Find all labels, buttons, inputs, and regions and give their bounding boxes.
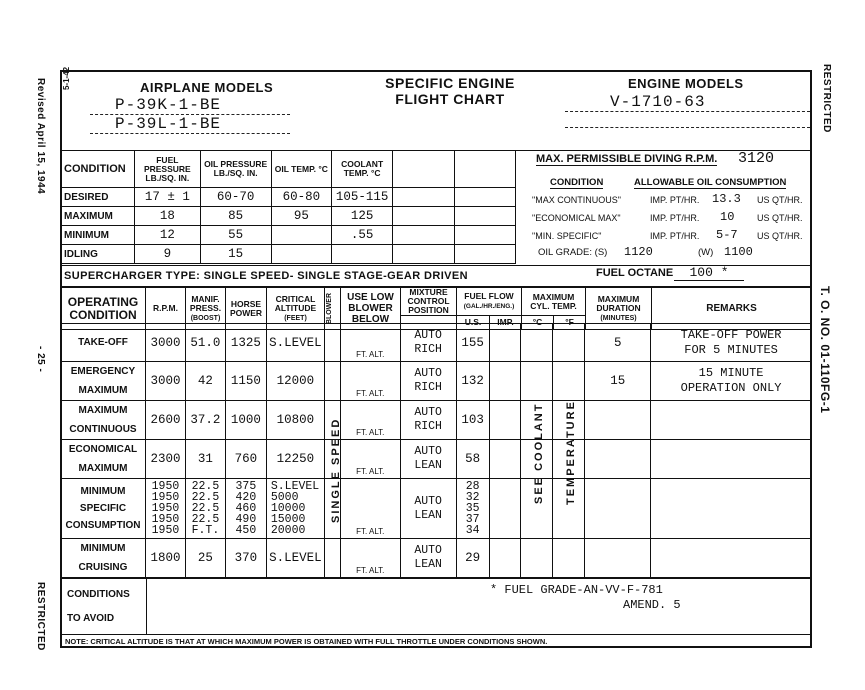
mixture-cell xyxy=(400,324,456,362)
low-blower-cell xyxy=(340,362,400,401)
mixture-cell xyxy=(400,401,456,440)
oil-row-value: 13.3 xyxy=(712,192,741,206)
rpm-cell-line: 3000 xyxy=(150,374,181,388)
temperature-label: TEMPERATURE xyxy=(565,400,577,505)
remarks-cell-line: 15 MINUTE xyxy=(698,366,764,380)
duration-cell xyxy=(585,324,651,362)
operating-condition-line: MINIMUM xyxy=(80,543,126,554)
operating-rows-table xyxy=(60,323,812,578)
airplane-model-2: P-39L-1-BE xyxy=(90,115,290,134)
rpm-cell-line: 2300 xyxy=(150,452,181,466)
critical-altitude-cell-line: 12000 xyxy=(276,374,315,388)
mixture-cell xyxy=(400,539,456,578)
revision-date: Revised April 15, 1944 xyxy=(35,78,46,195)
mixture-cell-line: LEAN xyxy=(414,558,442,571)
manifold-cell xyxy=(185,401,225,440)
cell: 12 xyxy=(134,226,200,245)
pressure-temp-table xyxy=(60,150,516,264)
engine-models-label: ENGINE MODELS xyxy=(628,76,744,91)
remarks-cell xyxy=(651,401,812,440)
col-rpm: R.P.M. xyxy=(146,288,186,330)
restricted-marking-right: RESTRICTED xyxy=(821,64,832,133)
critical-altitude-cell-line: 10000 xyxy=(270,502,306,515)
rpm-cell-line: 1950 xyxy=(151,524,180,537)
manif-sub: (BOOST) xyxy=(190,314,221,322)
chart-title-1: SPECIFIC ENGINE xyxy=(385,75,515,91)
col-condition: CONDITION xyxy=(61,151,135,188)
mixture-cell-line: RICH xyxy=(414,381,442,394)
horsepower-cell-line: 460 xyxy=(235,502,257,515)
critical-altitude-cell xyxy=(266,324,324,362)
mixture-cell-line: AUTO xyxy=(414,406,442,419)
oil-row-unit: IMP. PT/HR. xyxy=(650,231,700,241)
remarks-cell xyxy=(651,324,812,362)
duration-cell xyxy=(585,539,651,578)
horsepower-cell xyxy=(225,401,266,440)
remarks-cell xyxy=(651,479,812,539)
table-row xyxy=(61,188,516,207)
duration-label: MAXIMUM DURATION xyxy=(596,293,641,313)
col-us: U.S. xyxy=(457,316,490,330)
operating-condition-line: ECONOMICAL xyxy=(68,444,138,455)
mixture-cell xyxy=(400,479,456,539)
mixture-cell-line: AUTO xyxy=(414,367,442,380)
supercharger-row xyxy=(60,265,812,287)
mixture-cell-line: AUTO xyxy=(414,494,442,508)
manifold-cell xyxy=(185,440,225,479)
fuel-flow-us-cell-line: 28 xyxy=(465,480,480,493)
col-horse-power: HORSE POWER xyxy=(226,288,267,330)
blower-label: BLOWER xyxy=(326,292,333,325)
oil-row-label: "MAX CONTINUOUS" xyxy=(532,195,621,205)
remarks-cell-line: TAKE-OFF POWER xyxy=(680,327,782,342)
operating-condition xyxy=(61,479,146,539)
horsepower-cell-line: 450 xyxy=(235,524,257,537)
oil-row-unit: US QT/HR. xyxy=(757,231,803,241)
operating-condition-line: TAKE-OFF xyxy=(78,337,128,348)
oil-row-value: 5-7 xyxy=(716,228,738,242)
cell: 15 xyxy=(200,245,271,264)
fuel-flow-us-cell xyxy=(456,324,489,362)
horsepower-cell xyxy=(225,324,266,362)
rpm-cell xyxy=(145,362,185,401)
rpm-cell-line: 1950 xyxy=(151,480,180,493)
low-blower-cell xyxy=(340,401,400,440)
cell: 85 xyxy=(200,207,271,226)
oil-row-economical-max xyxy=(532,210,812,224)
fuel-flow-us-cell xyxy=(456,362,489,401)
critical-altitude-cell xyxy=(266,362,324,401)
low-blower-cell-line: FT. ALT. xyxy=(356,428,385,437)
mixture-cell xyxy=(400,440,456,479)
fuel-flow-us-cell-line: 37 xyxy=(465,513,480,526)
rpm-cell-line: 1800 xyxy=(150,551,181,565)
blower-cell xyxy=(324,324,340,362)
cell: 17 ± 1 xyxy=(134,188,200,207)
engine-model: V-1710-63 xyxy=(565,93,810,112)
manifold-cell-line: 42 xyxy=(197,374,213,388)
horsepower-cell-line: 420 xyxy=(235,491,257,504)
rpm-cell xyxy=(145,324,185,362)
fuel-flow-imp-cell xyxy=(489,324,521,362)
col-fuel-pressure: FUEL PRESSURE LB./SQ. IN. xyxy=(134,151,200,188)
rpm-cell xyxy=(145,539,185,578)
oil-row-unit: IMP. PT/HR. xyxy=(650,195,700,205)
footnote: NOTE: CRITICAL ALTITUDE IS THAT AT WHICH MAXIMUM POWER IS OBTAINED WITH FULL THROTTLE UNDER CONDITIONS SHOWN. xyxy=(60,634,812,648)
duration-cell xyxy=(585,479,651,539)
col-cyl-temp: MAXIMUM CYL. TEMP. xyxy=(522,288,586,316)
oil-row-label: "ECONOMICAL MAX" xyxy=(532,213,621,223)
operating-condition-line: MAXIMUM xyxy=(78,463,128,474)
horsepower-cell-line: 1325 xyxy=(230,335,261,350)
mixture-cell-line: AUTO xyxy=(414,328,442,342)
oil-grade-row xyxy=(538,247,808,258)
oil-row-unit: IMP. PT/HR. xyxy=(650,213,700,223)
table-row xyxy=(61,207,516,226)
critical-altitude-cell-line: 12250 xyxy=(276,452,315,466)
horsepower-cell xyxy=(225,539,266,578)
duration-cell xyxy=(585,362,651,401)
cyl-temp-f-cell xyxy=(553,324,585,362)
cell xyxy=(271,245,332,264)
cyl-temp-c-cell xyxy=(521,539,553,578)
duration-sub: (MINUTES) xyxy=(600,314,637,322)
remarks-cell xyxy=(651,539,812,578)
operating-condition xyxy=(61,324,146,362)
operating-condition-line: CONSUMPTION xyxy=(65,520,141,531)
oil-row-min-specific xyxy=(532,228,812,242)
horsepower-cell-line: 1000 xyxy=(230,413,261,427)
operating-rows xyxy=(60,323,812,578)
oil-consumption-header: ALLOWABLE OIL CONSUMPTION xyxy=(634,177,787,188)
critical-altitude-cell xyxy=(266,539,324,578)
fuel-flow-sub: (GAL./HR./ENG.) xyxy=(463,303,515,310)
fuel-flow-us-cell-line: 34 xyxy=(465,524,480,537)
fuel-flow-us-cell xyxy=(456,539,489,578)
manifold-cell-line: 31 xyxy=(197,452,213,466)
tech-order-number: T. O. NO. 01-110FG-1 xyxy=(818,286,832,414)
manifold-cell xyxy=(185,539,225,578)
operating-condition-line: MAXIMUM xyxy=(78,385,128,396)
critical-altitude-cell-line: 15000 xyxy=(270,513,306,526)
low-blower-cell-line: FT. ALT. xyxy=(356,350,385,359)
fuel-flow-imp-cell xyxy=(489,401,521,440)
oil-condition-header: CONDITION xyxy=(550,177,604,188)
horsepower-cell-line: 370 xyxy=(234,551,258,565)
horsepower-cell xyxy=(225,440,266,479)
operating-condition-line: MAXIMUM xyxy=(78,405,128,416)
critical-altitude-cell-line: 5000 xyxy=(270,491,299,504)
table-row xyxy=(61,362,812,401)
table-row xyxy=(61,539,812,578)
critical-altitude-cell-line: S.LEVEL xyxy=(269,551,322,565)
manifold-cell-line: 37.2 xyxy=(190,413,221,427)
col-deg-f: °F xyxy=(554,316,586,330)
blower-cell xyxy=(324,539,340,578)
rpm-cell-line: 2600 xyxy=(150,413,181,427)
table-row xyxy=(61,401,812,440)
mixture-cell xyxy=(400,362,456,401)
mixture-cell-line: RICH xyxy=(414,342,442,356)
operating-condition-line: MINIMUM xyxy=(80,486,126,497)
fuel-flow-us-cell xyxy=(456,479,489,539)
fuel-flow-label: FUEL FLOW xyxy=(464,291,514,301)
col-fuel-flow xyxy=(457,288,522,316)
mixture-cell-line: LEAN xyxy=(414,459,442,472)
horsepower-cell-line: 760 xyxy=(234,452,258,466)
operating-condition xyxy=(61,539,146,578)
manifold-cell-line: F.T. xyxy=(191,524,220,537)
blower-single-speed-label: SINGLE SPEED xyxy=(330,417,342,523)
rpm-cell-line: 1950 xyxy=(151,502,180,515)
manifold-cell-line: 25 xyxy=(197,551,213,565)
cyl-temp-c-cell xyxy=(521,362,553,401)
manifold-cell xyxy=(185,479,225,539)
cell: 9 xyxy=(134,245,200,264)
horsepower-cell xyxy=(225,362,266,401)
table-row xyxy=(61,479,812,539)
col-oil-pressure: OIL PRESSURE LB./SQ. IN. xyxy=(200,151,271,188)
duration-cell xyxy=(585,401,651,440)
rpm-cell-line: 1950 xyxy=(151,513,180,526)
restricted-marking-left: RESTRICTED xyxy=(35,582,46,651)
horsepower-cell-line: 375 xyxy=(235,480,257,493)
row-label: MAXIMUM xyxy=(61,207,135,226)
manifold-cell-line: 22.5 xyxy=(191,480,220,493)
col-coolant-temp: COOLANT TEMP. °C xyxy=(332,151,393,188)
operating-condition-line: SPECIFIC xyxy=(79,503,127,514)
critical-altitude-cell-line: S.LEVEL xyxy=(270,480,320,493)
crit-label: CRITICAL ALTITUDE xyxy=(274,293,317,313)
operating-condition xyxy=(61,440,146,479)
blank-col xyxy=(393,151,455,188)
cell: 55 xyxy=(200,226,271,245)
diving-block xyxy=(516,150,812,266)
low-blower-cell-line: FT. ALT. xyxy=(356,566,385,575)
operating-condition-line: CRUISING xyxy=(78,562,128,573)
critical-altitude-cell xyxy=(266,479,324,539)
critical-altitude-cell xyxy=(266,440,324,479)
rpm-cell-line: 1950 xyxy=(151,491,180,504)
fuel-flow-us-cell-line: 29 xyxy=(465,551,481,565)
cyl-temp-f-cell xyxy=(553,539,585,578)
fuel-flow-imp-cell xyxy=(489,440,521,479)
fuel-flow-us-cell-line: 103 xyxy=(461,413,484,427)
fuel-flow-us-cell-line: 132 xyxy=(461,374,484,388)
row-label: IDLING xyxy=(61,245,135,264)
col-imp: IMP. xyxy=(490,316,522,330)
oil-row-max-continuous xyxy=(532,192,812,206)
horsepower-cell-line: 1150 xyxy=(230,374,261,388)
table-row xyxy=(61,440,812,479)
cell: 105-115 xyxy=(332,188,393,207)
fuel-octane-label: FUEL OCTANE xyxy=(596,267,674,279)
fuel-flow-us-cell-line: 32 xyxy=(465,491,480,504)
cell xyxy=(332,245,393,264)
row-label: MINIMUM xyxy=(61,226,135,245)
cell: 60-80 xyxy=(271,188,332,207)
col-oil-temp: OIL TEMP. °C xyxy=(271,151,332,188)
rpm-cell xyxy=(145,440,185,479)
low-blower-cell-line: FT. ALT. xyxy=(356,389,385,398)
fuel-flow-imp-cell xyxy=(489,479,521,539)
operating-condition-line: CONTINUOUS xyxy=(69,424,137,435)
low-blower-cell-line: FT. ALT. xyxy=(356,527,385,536)
low-blower-cell xyxy=(340,479,400,539)
row-label: DESIRED xyxy=(61,188,135,207)
fuel-flow-us-cell-line: 58 xyxy=(465,452,481,466)
page-number: - 25 - xyxy=(35,346,46,373)
remarks-cell xyxy=(651,362,812,401)
oil-row-label: "MIN. SPECIFIC" xyxy=(532,231,602,241)
critical-altitude-cell xyxy=(266,401,324,440)
manif-label: MANIF. PRESS. xyxy=(189,293,222,313)
manifold-cell-line: 22.5 xyxy=(191,491,220,504)
duration-cell-line: 5 xyxy=(613,335,622,350)
oil-grade-label: OIL GRADE: (S) xyxy=(538,247,608,258)
fuel-flow-us-cell-line: 35 xyxy=(465,502,480,515)
chart-title-2: FLIGHT CHART xyxy=(395,91,505,107)
mixture-cell-line: AUTO xyxy=(414,445,442,458)
duration-cell xyxy=(585,440,651,479)
horsepower-cell-line: 490 xyxy=(235,513,257,526)
col-remarks: REMARKS xyxy=(652,288,812,330)
diving-rpm-value: 3120 xyxy=(738,150,775,167)
low-blower-cell xyxy=(340,440,400,479)
rpm-cell xyxy=(145,401,185,440)
mixture-cell-line: LEAN xyxy=(414,508,442,522)
fuel-flow-us-cell xyxy=(456,401,489,440)
remarks-cell-line: FOR 5 MINUTES xyxy=(684,342,778,357)
col-operating-condition: OPERATING CONDITION xyxy=(61,288,146,330)
manifold-cell-line: 22.5 xyxy=(191,513,220,526)
rpm-cell xyxy=(145,479,185,539)
manifold-cell-line: 51.0 xyxy=(190,335,221,350)
see-coolant-label: SEE COOLANT xyxy=(533,402,545,504)
mixture-cell-line: AUTO xyxy=(414,544,442,557)
cell: 60-70 xyxy=(200,188,271,207)
rpm-cell-line: 3000 xyxy=(150,335,181,350)
manifold-cell xyxy=(185,324,225,362)
cell: 18 xyxy=(134,207,200,226)
oil-grade-winter: 1100 xyxy=(724,245,753,259)
conditions-label: CONDITIONS xyxy=(67,589,130,600)
manifold-cell xyxy=(185,362,225,401)
oil-row-unit: US QT/HR. xyxy=(757,195,803,205)
cell xyxy=(271,226,332,245)
remarks-cell xyxy=(651,440,812,479)
crit-sub: (FEET) xyxy=(284,314,307,322)
airplane-models-label: AIRPLANE MODELS xyxy=(140,80,274,95)
col-deg-c: °C xyxy=(522,316,554,330)
operating-condition xyxy=(61,401,146,440)
oil-grade-w-label: (W) xyxy=(698,247,714,258)
table-row xyxy=(61,245,516,264)
fuel-flow-imp-cell xyxy=(489,539,521,578)
critical-altitude-cell-line: 20000 xyxy=(270,524,306,537)
cell: .55 xyxy=(332,226,393,245)
low-blower-cell xyxy=(340,324,400,362)
low-blower-cell xyxy=(340,539,400,578)
blower-cell xyxy=(324,362,340,401)
duration-cell-line: 15 xyxy=(610,374,626,388)
fuel-flow-imp-cell xyxy=(489,362,521,401)
cyl-temp-c-cell xyxy=(521,324,553,362)
date-code: 5-1-42 xyxy=(62,66,71,90)
manifold-cell-line: 22.5 xyxy=(191,502,220,515)
oil-row-unit: US QT/HR. xyxy=(757,213,803,223)
low-blower-cell-line: FT. ALT. xyxy=(356,467,385,476)
cell: 125 xyxy=(332,207,393,226)
col-mixture: MIXTURE CONTROL POSITION xyxy=(401,288,457,316)
mixture-cell-line: RICH xyxy=(414,420,442,433)
fuel-flow-us-cell xyxy=(456,440,489,479)
operating-condition-line: EMERGENCY xyxy=(70,366,136,377)
table-row xyxy=(61,226,516,245)
fuel-grade-note: * FUEL GRADE-AN-VV-F-781 xyxy=(490,583,663,597)
oil-row-value: 10 xyxy=(720,210,735,224)
conditions-to-avoid-cell xyxy=(60,579,147,634)
fuel-octane-value: 100 * xyxy=(674,265,744,281)
engine-model-blank-line xyxy=(565,127,810,128)
blank-col xyxy=(455,151,516,188)
fuel-grade-amend: AMEND. 5 xyxy=(623,598,681,612)
col-low-blower: USE LOW BLOWER BELOW xyxy=(341,288,401,330)
critical-altitude-cell-line: 10800 xyxy=(276,413,315,427)
horsepower-cell xyxy=(225,479,266,539)
airplane-model-1: P-39K-1-BE xyxy=(90,96,290,115)
table-row xyxy=(61,324,812,362)
oil-grade-summer: 1120 xyxy=(624,245,653,259)
cell: 95 xyxy=(271,207,332,226)
operating-condition xyxy=(61,362,146,401)
supercharger-type: SUPERCHARGER TYPE: SINGLE SPEED- SINGLE STAGE-GEAR DRIVEN xyxy=(64,270,468,282)
diving-rpm-label: MAX. PERMISSIBLE DIVING R.P.M. xyxy=(536,153,718,165)
critical-altitude-cell-line: S.LEVEL xyxy=(269,335,322,350)
remarks-cell-line: OPERATION ONLY xyxy=(680,381,782,395)
fuel-flow-us-cell-line: 155 xyxy=(461,335,484,350)
conditions-to-avoid-row xyxy=(60,578,812,634)
to-avoid-label: TO AVOID xyxy=(67,613,115,624)
